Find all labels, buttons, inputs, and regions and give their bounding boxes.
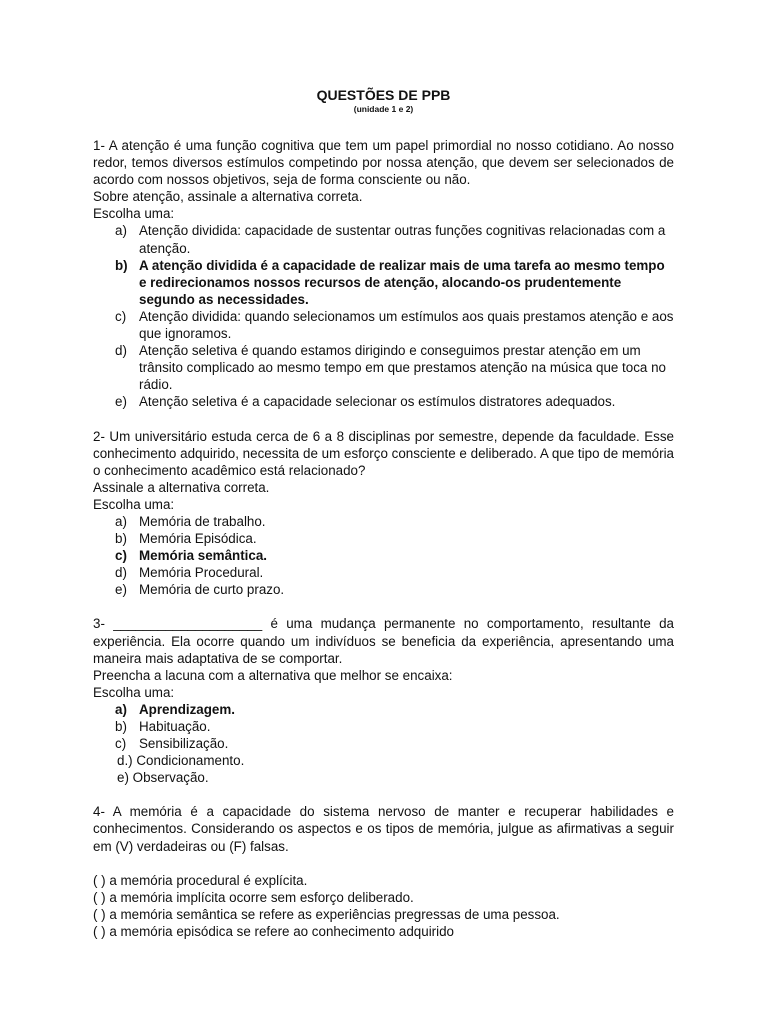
option-text: Memória Procedural. <box>139 565 264 581</box>
option-label: d.) <box>117 753 133 769</box>
option-c[interactable] <box>93 547 674 564</box>
option-e[interactable] <box>93 581 674 598</box>
question-3-options <box>93 701 674 786</box>
option-a[interactable] <box>93 513 674 530</box>
option-c[interactable] <box>93 308 674 342</box>
page-title: QUESTÕES DE PPB <box>316 87 451 103</box>
question-4-stem: 4- A memória é a capacidade do sistema nervoso de manter e recuperar habilidades e conhecimentos. Considerando os aspectos e os tipos de memória, julgue as afirmativas a seguir em (V) verdadeiras ou (F) falsas. <box>93 804 674 854</box>
question-2-choose-label: Escolha uma: <box>93 496 175 512</box>
option-label: c) <box>115 308 127 324</box>
option-d[interactable] <box>93 564 674 581</box>
option-b[interactable] <box>93 257 674 308</box>
option-text: Memória Episódica. <box>139 531 257 547</box>
question-3-instruction: Preencha a lacuna com a alternativa que melhor se encaixa: <box>93 667 453 683</box>
option-label: d) <box>115 565 127 581</box>
statement-item[interactable]: ( ) a memória semântica se refere as experiências pregressas de uma pessoa. <box>93 906 560 922</box>
option-text: Atenção dividida: capacidade de sustentar outras funções cognitivas relacionadas com a atenção. <box>139 223 666 256</box>
option-text: Atenção dividida: quando selecionamos um estímulos aos quais prestamos atenção e aos que ignoramos. <box>139 308 674 342</box>
document-body <box>93 86 674 957</box>
option-b[interactable] <box>93 718 674 735</box>
option-text: Sensibilização. <box>139 736 229 752</box>
question-1-options <box>93 222 674 410</box>
question-2-options <box>93 513 674 598</box>
option-text: Memória semântica. <box>139 548 268 564</box>
option-text: A atenção dividida é a capacidade de realizar mais de uma tarefa ao mesmo tempo e redirecionamos nossos recursos de atenção, alocando-os prudentemente segundo as necessidades. <box>139 257 665 307</box>
question-4-statements <box>93 872 674 940</box>
option-text: Aprendizagem. <box>139 701 235 717</box>
statement-item[interactable]: ( ) a memória episódica se refere ao conhecimento adquirido <box>93 923 454 939</box>
question-1-stem: 1- A atenção é uma função cognitiva que tem um papel primordial no nosso cotidiano. Ao nosso redor, temos diversos estímulos competindo por nossa atenção, que devem ser selecionados de acordo com nossos objetivos, seja de forma consciente ou não. <box>93 138 674 188</box>
option-label: a) <box>115 223 127 239</box>
question-1 <box>93 137 674 411</box>
option-label: e) <box>115 582 127 598</box>
statement-item[interactable]: ( ) a memória procedural é explícita. <box>93 872 308 888</box>
question-1-instruction: Sobre atenção, assinale a alternativa correta. <box>93 189 363 205</box>
question-3-choose-label: Escolha uma: <box>93 684 175 700</box>
option-text: Atenção seletiva é a capacidade selecionar os estímulos distratores adequados. <box>139 394 616 410</box>
option-label: d) <box>115 343 127 359</box>
option-text: Observação. <box>132 770 209 786</box>
option-label: a) <box>115 701 127 717</box>
option-label: b) <box>115 719 127 734</box>
statement-item[interactable]: ( ) a memória implícita ocorre sem esforço deliberado. <box>93 889 414 905</box>
question-2-instruction: Assinale a alternativa correta. <box>93 479 270 495</box>
option-label: b) <box>115 531 127 547</box>
option-d[interactable] <box>93 752 674 769</box>
option-label: c) <box>115 548 127 564</box>
option-text: Atenção seletiva é quando estamos dirigindo e conseguimos prestar atenção em um trânsito complicado ao mesmo tempo em que prestamos atenção na música que toca no rádio. <box>139 343 666 393</box>
option-e[interactable] <box>93 769 674 786</box>
option-a[interactable] <box>93 701 674 718</box>
option-a[interactable] <box>93 222 674 256</box>
question-3 <box>93 615 674 786</box>
option-label: e) <box>117 770 129 786</box>
option-label: c) <box>115 736 127 752</box>
question-4 <box>93 803 674 940</box>
option-text: Memória de trabalho. <box>139 513 266 529</box>
option-e[interactable] <box>93 393 674 410</box>
question-1-choose-label: Escolha uma: <box>93 206 175 222</box>
option-text: Memória de curto prazo. <box>139 582 285 598</box>
question-3-stem: 3- ____________________ é uma mudança permanente no comportamento, resultante da experiência. Ela ocorre quando um indivíduos se beneficia da experiência, apresentando uma maneira mais adaptativa de se comportar. <box>93 616 674 666</box>
option-text: Condicionamento. <box>136 753 245 769</box>
option-d[interactable] <box>93 342 674 393</box>
option-text: Habituação. <box>139 719 211 734</box>
option-b[interactable] <box>93 530 674 547</box>
page-subtitle: (unidade 1 e 2) <box>353 104 414 114</box>
question-2-stem: 2- Um universitário estuda cerca de 6 a 8 disciplinas por semestre, depende da faculdade. Esse conhecimento adquirido, necessita de um esforço consciente e deliberado. A que tipo de memória o conhecimento acadêmico está relacionado? <box>93 428 674 478</box>
option-c[interactable] <box>93 735 674 752</box>
option-label: b) <box>115 257 128 273</box>
option-label: a) <box>115 513 127 529</box>
question-2 <box>93 428 674 599</box>
option-label: e) <box>115 394 127 410</box>
